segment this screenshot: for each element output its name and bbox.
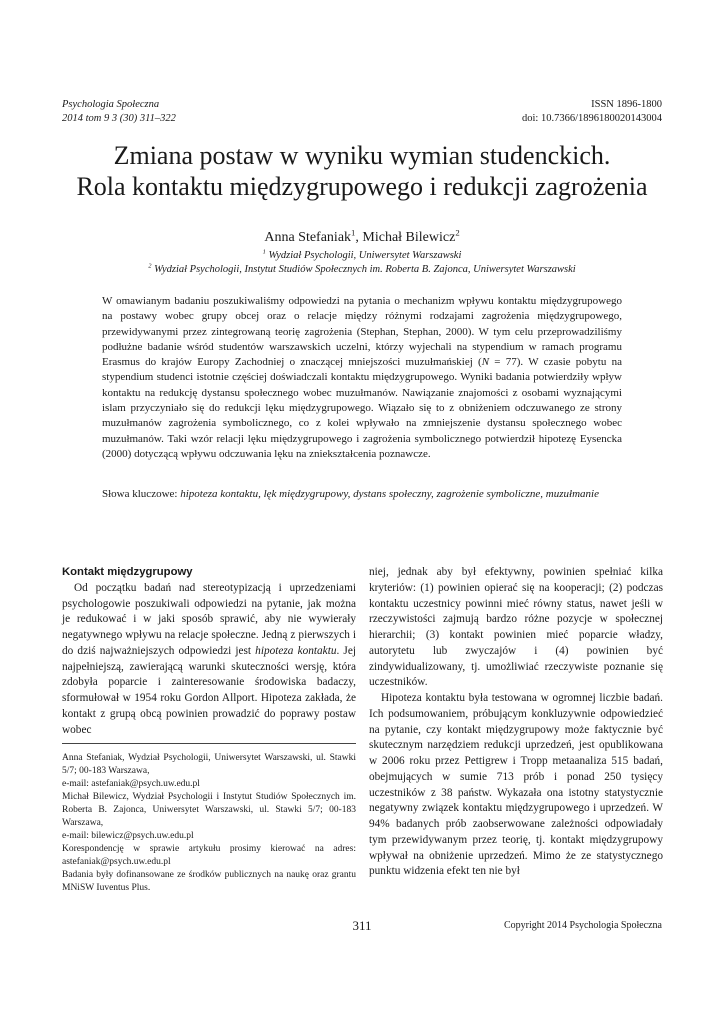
- issn: ISSN 1896-1800: [591, 99, 662, 110]
- author-2: Michał Bilewicz: [362, 230, 456, 245]
- doi: doi: 10.7366/1896180020143004: [521, 113, 662, 124]
- affiliation-2-mark: 2: [148, 262, 152, 270]
- paragraph-text-b: . Jej najpełniejszą, zawierającą warunki skuteczności wersję, która zdobyła poparcie i zainteresowanie środowiska badaczy, sformułował w 1954 roku Gordon Allport. Hipoteza zakłada, że kontakt z grupą obcą powinien prowadzić do poprawy postaw wobec: [62, 644, 356, 736]
- journal-name: Psychologia Społeczna: [62, 99, 160, 110]
- journal-volume: 2014 tom 9 3 (30) 311–322: [62, 113, 176, 124]
- affiliation-1-mark: 1: [262, 248, 266, 256]
- paragraph-text-a: Od początku badań nad stereotypizacją i uprzedzeniami psychologowie poszukiwali odpowiedzi na pytanie, jak można je redukować i w jaki sposób sprawić, aby nie wywierały negatywnego wpływu na relacje społeczne. Jedną z pierwszych i do dziś najważniejszych odpowiedzi jest: [62, 581, 356, 657]
- paragraph-emphasis: hipoteza kontaktu: [255, 644, 337, 657]
- body-paragraph: Hipoteza kontaktu była testowana w ogromnej liczbie badań. Ich podsumowaniem, próbującym konkluzywnie odpowiedzieć na pytanie, czy kontakt międzygrupowy może faktycznie być skutecznym narzędziem redukcji uprzedzeń, jest opublikowana w 2006 roku przez Pettigrew i Tropp metaanaliza 515 badań, obejmujących w sumie 713 prób i ponad 250 tysięcy uczestników z 38 państw. Wykazała ona istotny statystycznie negatywny związek kontaktu międzygrupowego i uprzedzeń. W 94% badanych prób zaobserwowane zależności odpowiadały tym przewidywanym przez teorię, tj. kontakt międzygrupowy wpływał na obniżenie uprzedzeń. Mimo że ze statystycznego punktu widzenia efekt ten nie był: [369, 692, 663, 878]
- author-2-affil-mark: 2: [455, 227, 460, 238]
- footnote-divider: [62, 743, 356, 744]
- abstract: [102, 294, 622, 462]
- abstract-part-2: = 77). W czasie pobytu na stypendium studenci istotnie częściej doświadczali kontaktu międzygrupowego. Wyniki badania potwierdziły wpływ kontaktu na redukcję dystansu społecznego wobec muzułmanów. Nawiązanie znajomości z osobami wyznającymi islam przyczyniało się do redukcji lęku międzygrupowego. Wiązało się to z obniżeniem odczuwanego ze strony muzułmanów zagrożenia symbolicznego, co z kolei wpływało na zmniejszenie dystansu społecznego wobec muzułmanów. Taki wzór relacji lęku międzygrupowego i zagrożenia symbolicznego potwierdził hipotezę Eysencka (2000) dotyczącą wpływu odczuwania lęku na zniekształcenia poznawcze.: [102, 356, 623, 460]
- article-title: [0, 140, 724, 202]
- page-number: 311: [352, 918, 372, 933]
- keywords-list: hipoteza kontaktu, lęk międzygrupowy, dystans społeczny, zagrożenie symboliczne, muzułmanie: [180, 488, 599, 500]
- affiliation-2-text: Wydział Psychologii, Instytut Studiów Społecznych im. Roberta B. Zajonca, Uniwersytet Warszawski: [151, 264, 576, 275]
- title-line-1: Zmiana postaw w wyniku wymian studenckich.: [113, 141, 611, 170]
- footnote-author-2: Michał Bilewicz, Wydział Psychologii i Instytut Studiów Społecznych im. Roberta B. Zajonca, Uniwersytet Warszawski, ul. Stawki 5/7; 00-183 Warszawa,: [62, 792, 356, 828]
- body-paragraph-continued: niej, jednak aby był efektywny, powinien spełniać kilka kryteriów: (1) powinien opierać się na kooperacji; (2) podczas kontaktu uczestnicy powinni mieć równy status, nawet jeśli w rzeczywistości zajmują bardzo różne pozycje w społecznej hierarchii; (3) kontakt powinien mieć poparcie władzy, autorytetu lub zwyczajów i (4) powinien być zindywidualizowany, tj. umożliwiać rzeczywiste poznanie się uczestników.: [369, 566, 663, 689]
- title-line-2: Rola kontaktu międzygrupowego i redukcji zagrożenia: [76, 172, 648, 201]
- section-heading: Kontakt międzygrupowy: [62, 566, 193, 578]
- footnote-correspondence: Korespondencję w sprawie artykułu prosimy kierować na adres: astefaniak@psych.uw.edu.pl: [62, 844, 356, 867]
- affiliation-1-text: Wydział Psychologii, Uniwersytet Warszawski: [265, 250, 462, 261]
- copyright-notice: Copyright 2014 Psychologia Społeczna: [503, 920, 662, 931]
- journal-header: [62, 98, 176, 126]
- footnote-author-1: Anna Stefaniak, Wydział Psychologii, Uniwersytet Warszawski, ul. Stawki 5/7; 00-183 Warszawa,: [62, 753, 356, 776]
- footnotes: [62, 752, 356, 895]
- author-1: Anna Stefaniak: [264, 230, 352, 245]
- author-list: [0, 229, 724, 247]
- footnote-funding: Badania były dofinansowane ze środków publicznych na naukę oraz grantu MNiSW Iuventus Plus.: [62, 870, 356, 893]
- body-column-right: [369, 565, 663, 880]
- body-paragraph: [62, 581, 356, 739]
- abstract-part-1: W omawianym badaniu poszukiwaliśmy odpowiedzi na pytania o mechanizm wpływu kontaktu międzygrupowego na postawy wobec grupy obcej oraz o relacje między różnymi rodzajami zagrożenia międzygrupowego, przewidywanymi przez zintegrowaną teorię zagrożenia (Stephan, Stephan, 2000). W tym celu przeprowadziliśmy podłużne badanie wśród studentów warszawskich uczelni, którzy wyjechali na stypendium w ramach programu Erasmus do krajów Europy Zachodniej o znaczącej mniejszości muzułmańskiej (: [102, 295, 622, 369]
- keywords: [102, 487, 622, 502]
- affiliation-1: [0, 249, 724, 262]
- author-1-affil-mark: 1: [351, 227, 356, 238]
- affiliation-2: [0, 263, 724, 276]
- author-separator: ,: [355, 230, 363, 245]
- footnote-author-1-email: e-mail: astefaniak@psych.uw.edu.pl: [62, 779, 200, 789]
- keywords-label: Słowa kluczowe:: [102, 488, 181, 500]
- body-column-left: [62, 565, 356, 738]
- journal-identifiers: [522, 98, 662, 126]
- footnote-author-2-email: e-mail: bilewicz@psych.uw.edu.pl: [62, 831, 194, 841]
- abstract-n-symbol: N: [481, 356, 490, 369]
